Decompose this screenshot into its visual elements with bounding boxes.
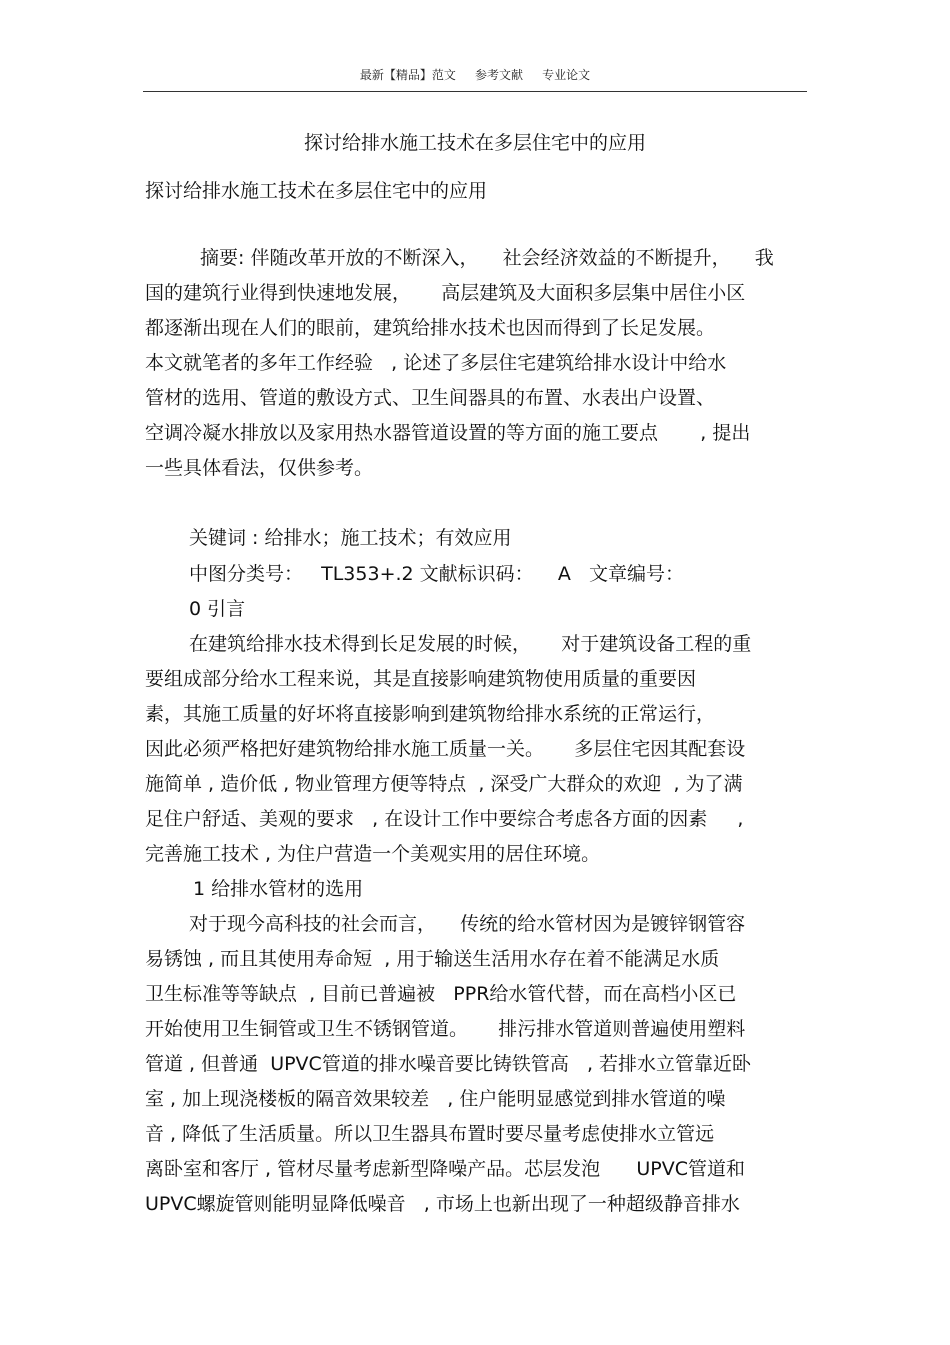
paragraph-line: 管道 , 但普通 UPVC管道的排水噪音要比铸铁管高 , 若排水立管靠近卧	[145, 1053, 752, 1075]
abstract-line: 摘要: 伴随改革开放的不断深入， 社会经济效益的不断提升， 我	[200, 247, 774, 269]
paragraph-line: 在建筑给排水技术得到长足发展的时候， 对于建筑设备工程的重	[189, 633, 752, 655]
abstract-line: 国的建筑行业得到快速地发展， 高层建筑及大面积多层集中居住小区	[145, 282, 746, 304]
section-heading: 1 给排水管材的选用	[193, 878, 364, 900]
paragraph-line: 室 , 加上现浇楼板的隔音效果较差 , 住户能明显感觉到排水管道的噪	[145, 1088, 726, 1110]
classification-info: 中图分类号： TL353+.2 文献标识码： A 文章编号：	[189, 563, 684, 585]
abstract-line: 一些具体看法，仅供参考。	[145, 457, 374, 479]
header-divider	[143, 91, 807, 92]
paragraph-line: 卫生标准等等缺点 , 目前已普遍被 PPR给水管代替，而在高档小区已	[145, 983, 737, 1005]
keywords: 关键词 : 给排水；施工技术；有效应用	[189, 527, 512, 549]
abstract-line: 空调冷凝水排放以及家用热水器管道设置的等方面的施工要点 , 提出	[145, 422, 751, 444]
paragraph-line: 足住户舒适、美观的要求 , 在设计工作中要综合考虑各方面的因素 ,	[145, 808, 744, 830]
paragraph-line: 因此必须严格把好建筑物给排水施工质量一关。 多层住宅因其配套设	[145, 738, 746, 760]
paragraph-line: 施简单 , 造价低 , 物业管理方便等特点 , 深受广大群众的欢迎 , 为了满	[145, 773, 743, 795]
document-title: 探讨给排水施工技术在多层住宅中的应用	[303, 132, 646, 154]
paragraph-line: 开始使用卫生铜管或卫生不锈钢管道。 排污排水管道则普遍使用塑料	[145, 1018, 746, 1040]
section-heading: 0 引言	[189, 598, 246, 620]
paragraph-line: 音 , 降低了生活质量。所以卫生器具布置时要尽量考虑使排水立管远	[145, 1123, 715, 1145]
page-header: 最新【精品】范文 参考文献 专业论文	[359, 68, 591, 82]
abstract-line: 都逐渐出现在人们的眼前，建筑给排水技术也因而得到了长足发展。	[145, 317, 716, 339]
document-subtitle: 探讨给排水施工技术在多层住宅中的应用	[145, 180, 488, 202]
paragraph-line: 完善施工技术 , 为住户营造一个美观实用的居住环境。	[145, 843, 601, 865]
paragraph-line: 对于现今高科技的社会而言， 传统的给水管材因为是镀锌钢管容	[189, 913, 746, 935]
abstract-line: 本文就笔者的多年工作经验 , 论述了多层住宅建筑给排水设计中给水	[145, 352, 727, 374]
abstract-line: 管材的选用、管道的敷设方式、卫生间器具的布置、水表出户设置、	[145, 387, 716, 409]
paragraph-line: 素，其施工质量的好坏将直接影响到建筑物给排水系统的正常运行，	[145, 703, 716, 725]
paragraph-line: 离卧室和客厅 , 管材尽量考虑新型降噪产品。芯层发泡 UPVC管道和	[145, 1158, 745, 1180]
paragraph-line: 要组成部分给水工程来说，其是直接影响建筑物使用质量的重要因	[145, 668, 697, 690]
paragraph-line: UPVC螺旋管则能明显降低噪音 , 市场上也新出现了一种超级静音排水	[145, 1193, 740, 1215]
paragraph-line: 易锈蚀 , 而且其使用寿命短 , 用于输送生活用水存在着不能满足水质	[145, 948, 720, 970]
